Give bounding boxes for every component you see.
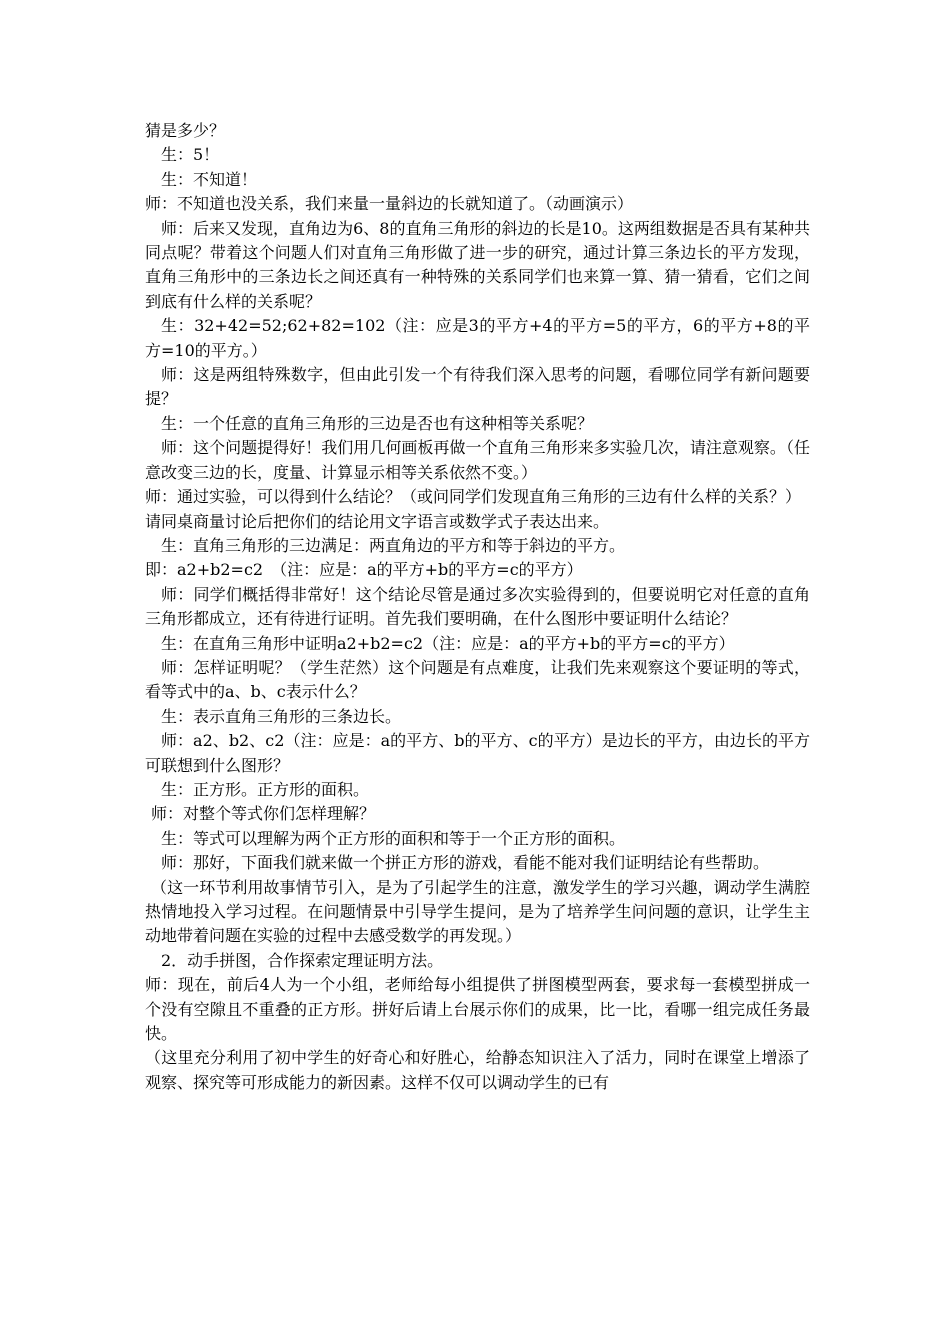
paragraph: 师：不知道也没关系，我们来量一量斜边的长就知道了。（动画演示）: [145, 194, 634, 214]
paragraph: 2．动手拼图，合作探索定理证明方法。: [161, 950, 444, 970]
paragraph: 猜是多少？: [145, 121, 226, 140]
paragraph: 师：通过实验，可以得到什么结论？（或问同学们发现直角三角形的三边有什么样的关系？）: [145, 487, 802, 507]
paragraph: 师：这是两组特殊数字，但由此引发一个有待我们深入思考的问题，看哪位同学有新问题要提？: [145, 365, 810, 409]
paragraph: 生：32+42=52;62+82=102（注：应是3的平方+4的平方=5的平方，6的平方+8的平方=10的平方。）: [145, 316, 810, 360]
paragraph: 生：一个任意的直角三角形的三边是否也有这种相等关系呢？: [161, 413, 594, 433]
paragraph: （这里充分利用了初中学生的好奇心和好胜心，给静态知识注入了活力，同时在课堂上增添了观察、探究等可形成能力的新因素。这样不仅可以调动学生的已有: [145, 1048, 810, 1092]
paragraph: 生：等式可以理解为两个正方形的面积和等于一个正方形的面积。: [161, 828, 626, 848]
paragraph: 生：表示直角三角形的三条边长。: [161, 706, 402, 726]
paragraph: 师：那好，下面我们就来做一个拼正方形的游戏，看能不能对我们证明结论有些帮助。: [161, 853, 770, 873]
paragraph: 师：对整个等式你们怎样理解？: [151, 804, 376, 824]
paragraph: 师：怎样证明呢？（学生茫然）这个问题是有点难度，让我们先来观察这个要证明的等式，看等式中的a、b、c表示什么？: [145, 657, 810, 702]
paragraph: 生：直角三角形的三边满足：两直角边的平方和等于斜边的平方。: [161, 535, 626, 555]
paragraph: 即：a2+b2=c2 （注：应是：a的平方+b的平方=c的平方）: [145, 560, 583, 580]
paragraph: 师：现在，前后4人为一个小组，老师给每小组提供了拼图模型两套，要求每一套模型拼成一个没有空隙且不重叠的正方形。拼好后请上台展示你们的成果，比一比，看哪一组完成任务最快。: [145, 975, 810, 1044]
paragraph: 师：后来又发现，直角边为6、8的直角三角形的斜边的长是10。这两组数据是否具有某种共同点呢？带着这个问题人们对直角三角形做了进一步的研究，通过计算三条边长的平方发现，直角三角形中的三条边长之间还真有一种特殊的关系同学们也来算一算、猜一猜看，它们之间到底有什么样的关系呢？: [145, 218, 810, 311]
document-body: [145, 119, 810, 1095]
paragraph: （这一环节利用故事情节引入，是为了引起学生的注意，激发学生的学习兴趣，调动学生满腔热情地投入学习过程。在问题情景中引导学生提问，是为了培养学生问问题的意识，让学生主动地带着问题在实验的过程中去感受数学的再发现。）: [145, 877, 810, 946]
paragraph: 师：同学们概括得非常好！这个结论尽管是通过多次实验得到的，但要说明它对任意的直角三角形都成立，还有待进行证明。首先我们要明确，在什么图形中要证明什么结论？: [145, 584, 810, 629]
paragraph: 师：这个问题提得好！我们用几何画板再做一个直角三角形来多实验几次，请注意观察。（任意改变三边的长，度量、计算显示相等关系依然不变。）: [145, 438, 810, 482]
paragraph: 生：5！: [161, 145, 220, 165]
paragraph: 请同桌商量讨论后把你们的结论用文字语言或数学式子表达出来。: [145, 511, 610, 531]
paragraph: 生：在直角三角形中证明a2+b2=c2（注：应是：a的平方+b的平方=c的平方）: [161, 633, 735, 653]
paragraph: 师：a2、b2、c2（注：应是：a的平方、b的平方、c的平方）是边长的平方，由边长的平方可联想到什么图形？: [145, 731, 810, 775]
paragraph: 生：正方形。正方形的面积。: [161, 779, 370, 799]
paragraph: 生：不知道！: [161, 169, 258, 189]
